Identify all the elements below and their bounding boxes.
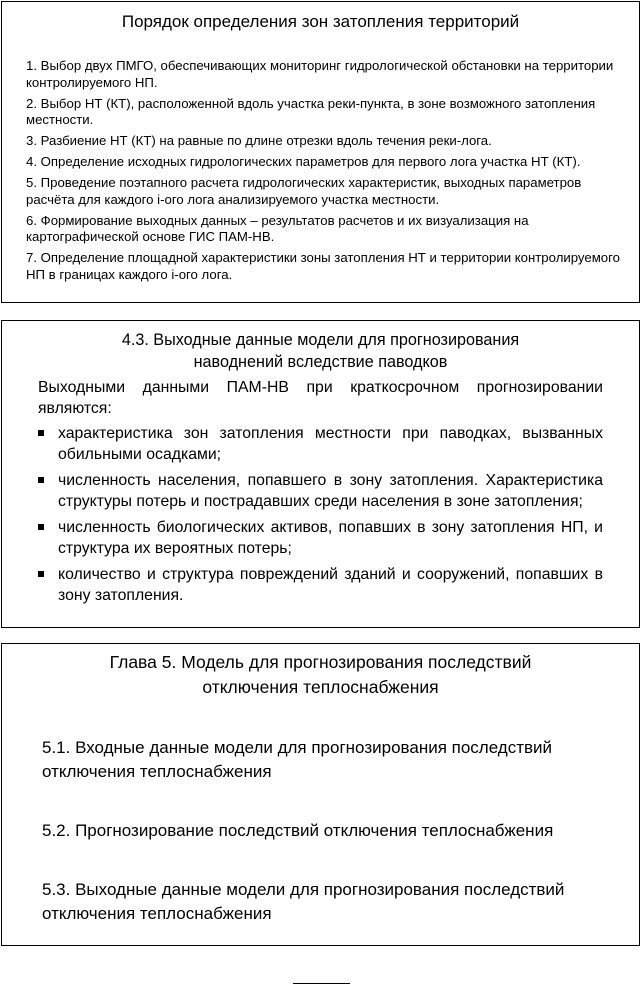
bullet-text: численность населения, попавшего в зону затопления. Характеристика структуры потерь и пострадавших среди населения в зоне затопления;: [58, 472, 603, 510]
chapter-title-line: отключения теплоснабжения: [202, 677, 439, 697]
bullet-item: [38, 517, 603, 559]
procedure-step: 3. Разбиение НТ (КТ) на равные по длине отрезки вдоль течения реки-лога.: [26, 133, 492, 148]
procedure-step: 7. Определение площадной характеристики зоны затопления НТ и территории контролируемого НП в границах каждого i-ого лога.: [26, 250, 620, 282]
procedure-step: 1. Выбор двух ПМГО, обеспечивающих мониторинг гидрологической обстановки на территории контролируемого НП.: [26, 58, 614, 90]
panel-title: [2, 329, 639, 373]
square-bullet-icon: [38, 571, 44, 577]
output-bullets-list: [38, 423, 603, 611]
square-bullet-icon: [38, 477, 44, 483]
section-heading: 5.1. Входные данные модели для прогнозирования последствий отключения теплоснабжения: [42, 738, 553, 781]
bullet-text: характеристика зон затопления местности при паводках, вызванных обильными осадками;: [58, 425, 603, 463]
bullet-text: численность биологических активов, попавших в зону затопления НП, и структура их вероятных потерь;: [58, 519, 603, 557]
chapter-title: [2, 650, 639, 700]
procedure-step: 5. Проведение поэтапного расчета гидрологических характеристик, выходных параметров расчёта для каждого i-ого лога анализируемого участка местности.: [26, 175, 582, 207]
chapter5-panel: [1, 643, 640, 946]
square-bullet-icon: [38, 524, 44, 530]
square-bullet-icon: [38, 430, 44, 436]
procedure-step: 4. Определение исходных гидрологических параметров для первого лога участка НТ (КТ).: [26, 154, 581, 169]
procedure-steps-list: [26, 58, 625, 288]
bullet-item: [38, 423, 603, 465]
chapter-title-line: Глава 5. Модель для прогнозирования последствий: [109, 652, 532, 672]
procedure-step: 2. Выбор НТ (КТ), расположенной вдоль участка реки-пункта, в зоне возможного затопления местности.: [26, 95, 596, 127]
flood-zone-procedure-panel: [1, 1, 640, 303]
section-heading: 5.3. Выходные данные модели для прогнозирования последствий отключения теплоснабжения: [42, 880, 565, 923]
panel-title-line: наводнений вследствие паводков: [193, 353, 448, 371]
panel-title: Порядок определения зон затопления территорий: [121, 12, 520, 31]
procedure-step: 6. Формирование выходных данных – результатов расчетов и их визуализация на картографической основе ГИС ПАМ-НВ.: [26, 212, 529, 244]
section-heading: 5.2. Прогнозирование последствий отключения теплоснабжения: [42, 821, 554, 840]
bullet-text: количество и структура повреждений зданий и сооружений, попавших в зону затопления.: [58, 566, 603, 604]
bullet-item: [38, 564, 603, 606]
bullet-item: [38, 470, 603, 512]
intro-text: Выходными данными ПАМ-НВ при краткосрочном прогнозировании являются:: [38, 379, 603, 417]
output-data-panel: [1, 320, 640, 628]
panel-title-line: 4.3. Выходные данные модели для прогнозирования: [121, 331, 520, 349]
